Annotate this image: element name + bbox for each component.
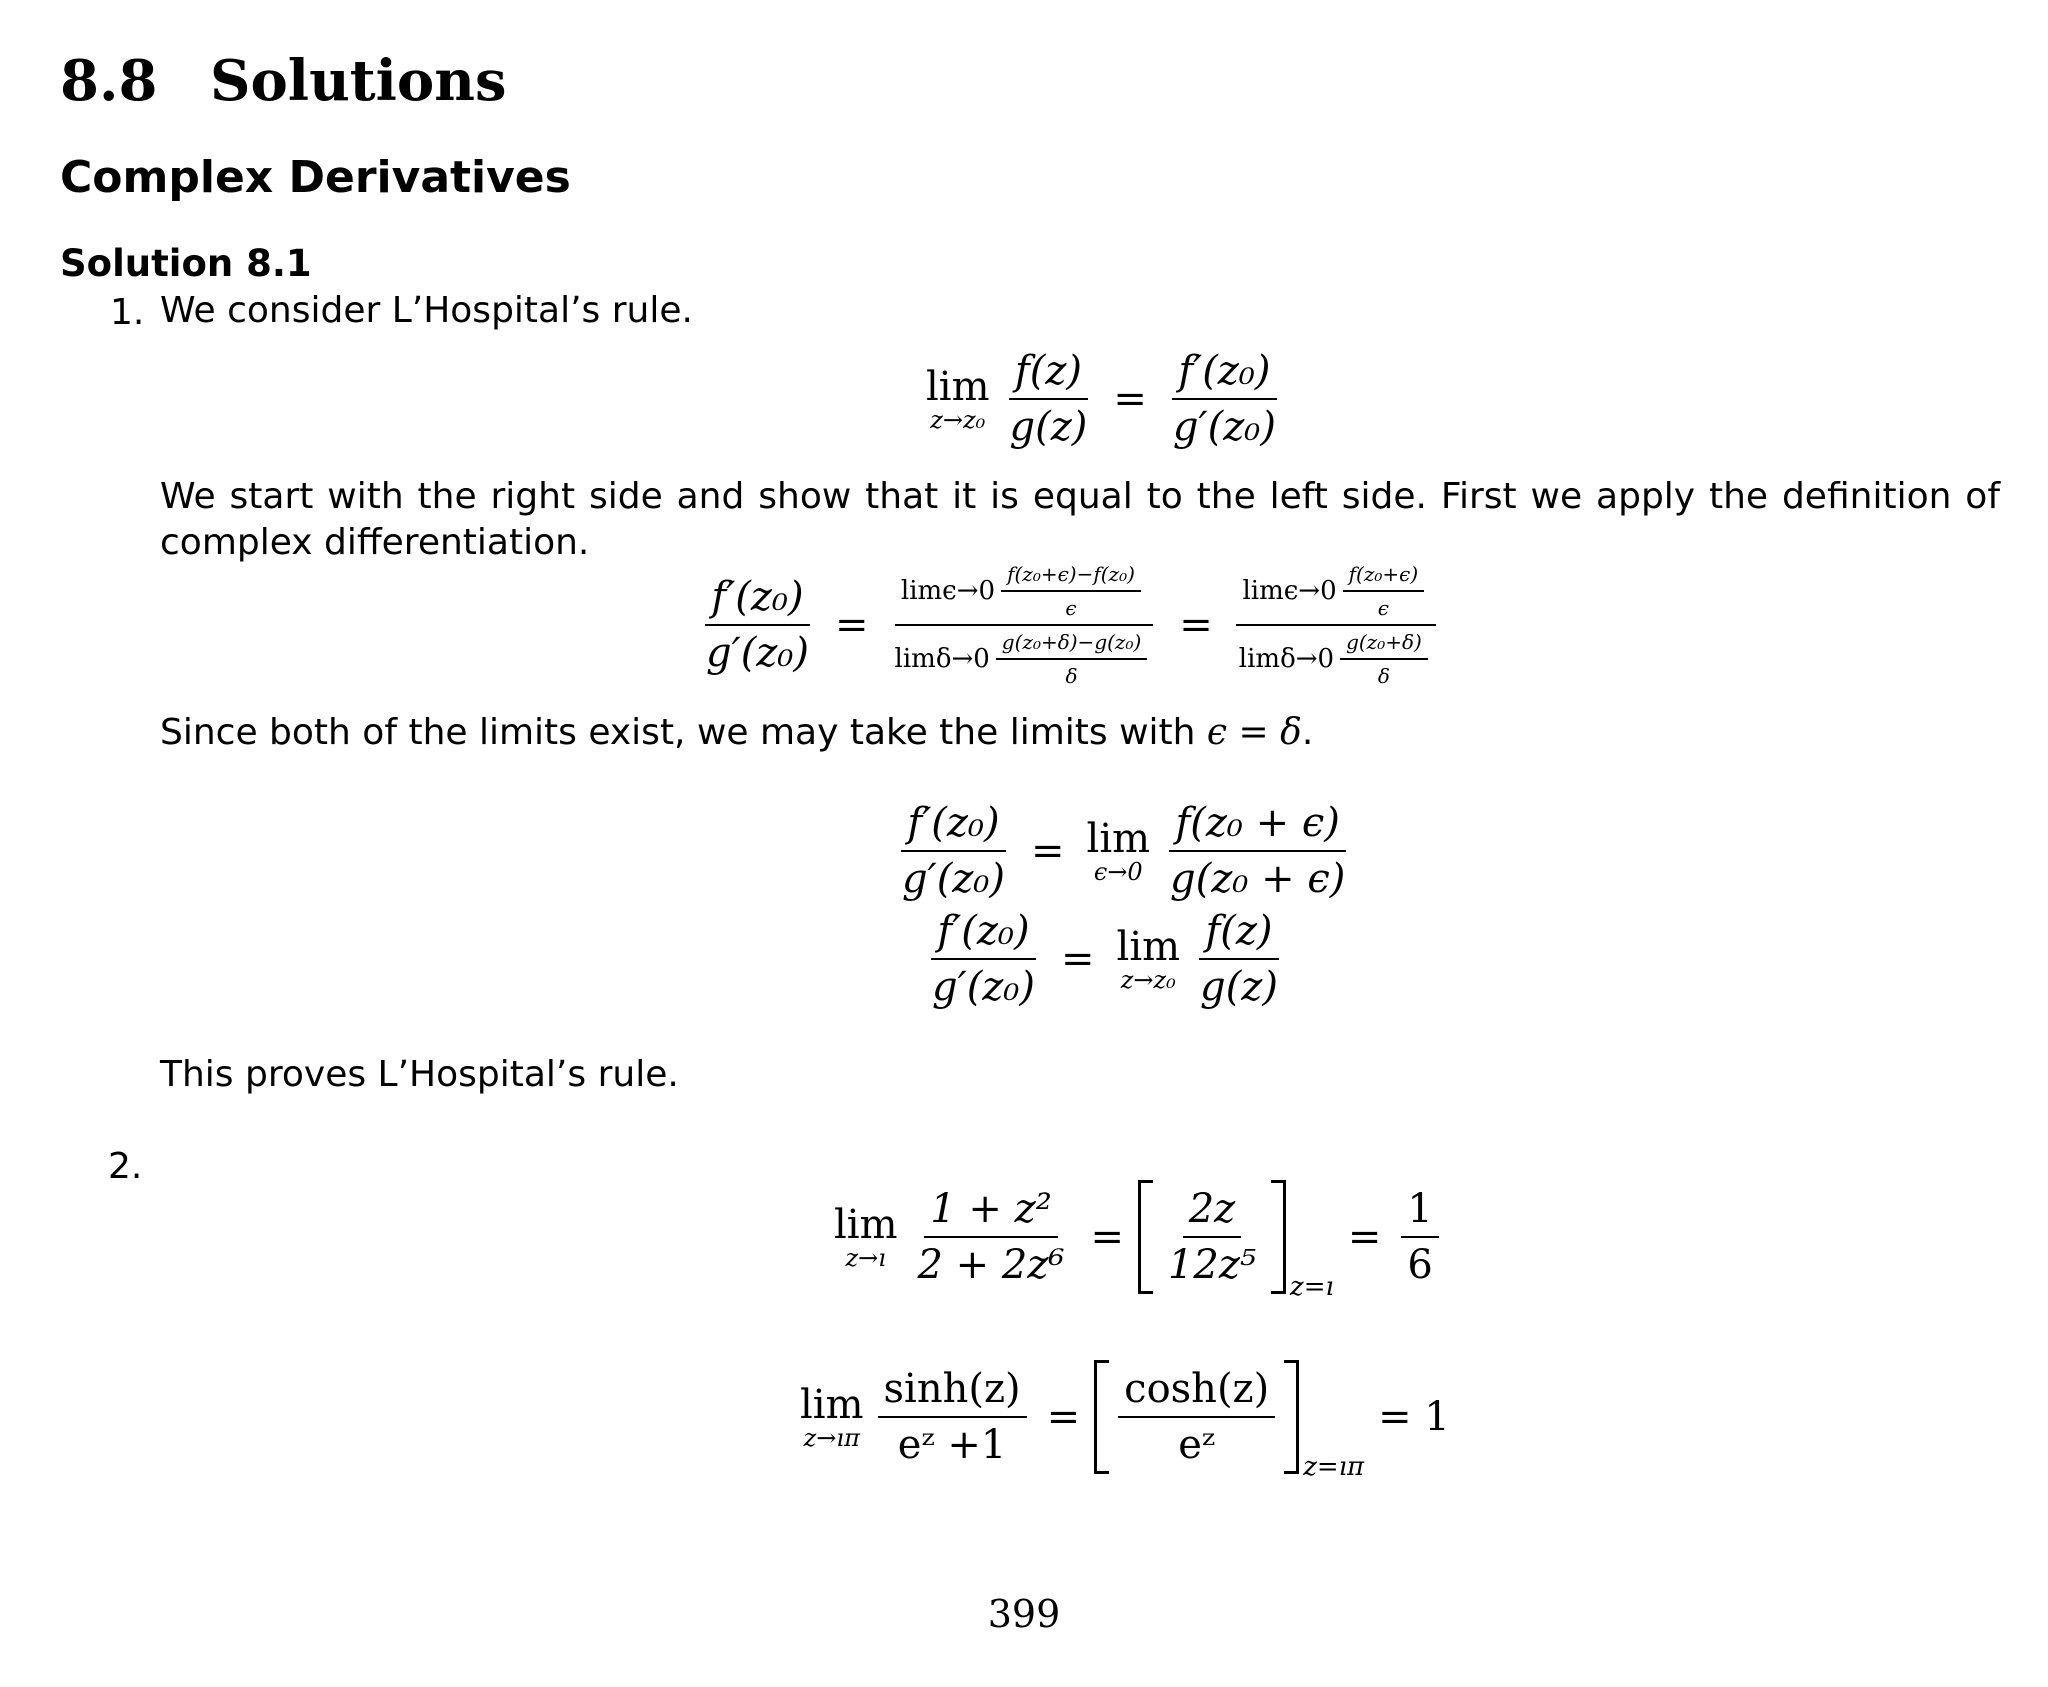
item-number-2: 2. <box>108 1146 143 1187</box>
equation-example-1: lim z→ı $\frac{\text{1 + z²}}{\text{2 + 2z⁶}}$ = $\frac{2z}{\text{12z⁵}}$ z=ı = $\frac{1}{6}$ <box>826 1186 1445 1288</box>
equation-lhopital: lim z→z₀ $\frac{f(z)}{g(z)}$ = $\frac{\text{f′(z₀)}}{\text{g′(z₀)}}$ <box>918 348 1288 450</box>
equation-step-2: $\frac{\text{f′(z₀)}}{\text{g′(z₀)}}$ = lim z→z₀ $\frac{f(z)}{g(z)}$ <box>932 908 1278 1010</box>
fraction-f-over-g: $\frac{f(z)}{g(z)}$ <box>1009 348 1088 450</box>
equation-example-2: lim z→ıπ $\frac{\sinh(z)}{\text{eᶻ +1}}$ = $\frac{\cosh(z)}{\text{eᶻ}}$ z=ıπ = 1 <box>800 1366 1450 1482</box>
equation-step-1: $\frac{\text{f′(z₀)}}{\text{g′(z₀)}}$ = lim ϵ→0 $\frac{\text{f(z₀ + ϵ)}}{\text{g(z₀ + ϵ)}}$ <box>902 800 1346 902</box>
limit-operator: lim z→z₀ <box>926 364 990 434</box>
item-number-1: 1. <box>110 292 145 333</box>
fraction-difference-quotients: limϵ→0 $\frac{\text{f(z₀+ϵ)−f(z₀)}}{\epsilon}$ limδ→0 $\frac{\text{g(z₀+δ)−g(z₀)}}{\delta}$ <box>889 562 1160 688</box>
fraction-derivatives: $\frac{\text{f′(z₀)}}{\text{g′(z₀)}}$ <box>1172 348 1276 450</box>
page-number: 399 <box>987 1592 1061 1636</box>
item1-paragraph-2: Since both of the limits exist, we may take the limits with ϵ = δ. <box>160 712 1314 753</box>
section-number: 8.8 <box>60 48 158 114</box>
subsection-title: Complex Derivatives <box>60 152 571 203</box>
item1-paragraph-1: We start with the right side and show that it is equal to the left side. First we apply the definition of complex differentiation. <box>160 476 2000 563</box>
solution-title: Solution 8.1 <box>60 242 312 285</box>
equation-definition: $\frac{\text{f′(z₀)}}{\text{g′(z₀)}}$ = limϵ→0 $\frac{\text{f(z₀+ϵ)−f(z₀)}}{\epsilon}$ limδ→0 $\frac{\text{g(z₀+δ)−g(z₀)}}{\delta}$ = limϵ→0 $\frac{\text{f(z₀+ϵ)}}{\epsilon}$ limδ→0 $\frac{\text{g(z₀+δ)}}{\delta}$ <box>694 562 1446 688</box>
section-title: Solutions <box>210 48 507 114</box>
fraction-simplified-quotients: limϵ→0 $\frac{\text{f(z₀+ϵ)}}{\epsilon}$ limδ→0 $\frac{\text{g(z₀+δ)}}{\delta}$ <box>1233 562 1440 688</box>
item1-conclusion: This proves L’Hospital’s rule. <box>160 1054 679 1095</box>
item1-intro: We consider L’Hospital’s rule. <box>160 290 693 331</box>
